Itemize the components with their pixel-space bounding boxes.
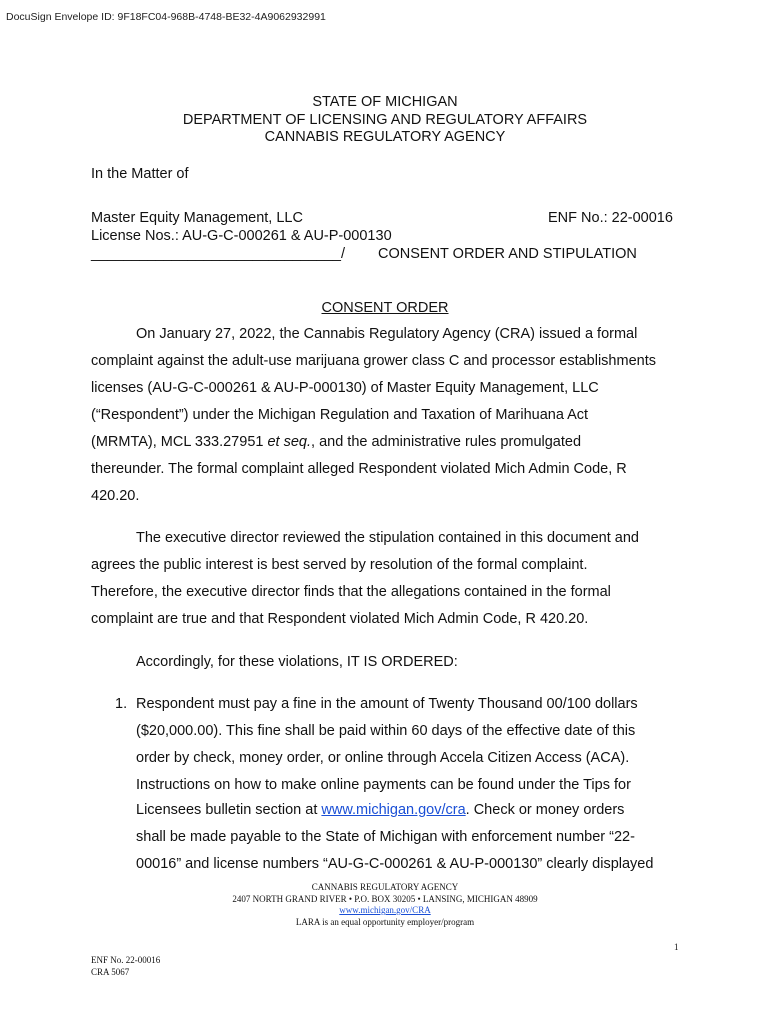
- text-line: complaint are true and that Respondent violated Mich Admin Code, R 420.20.: [91, 611, 589, 627]
- text-line: On January 27, 2022, the Cannabis Regulatory Agency (CRA) issued a formal: [136, 326, 638, 342]
- footer-eeo: LARA is an equal opportunity employer/program: [295, 916, 475, 927]
- form-identifiers: [91, 955, 160, 978]
- text-line: The executive director reviewed the stipulation contained in this document and: [136, 530, 639, 546]
- header-state: STATE OF MICHIGAN: [312, 94, 458, 110]
- text-line: order by check, money order, or online through Accela Citizen Access (ACA).: [136, 750, 630, 766]
- italic-et-seq: et seq.: [267, 434, 312, 450]
- header-department: DEPARTMENT OF LICENSING AND REGULATORY AFFAIRS: [182, 111, 588, 128]
- text-segment: . Check or money orders: [465, 802, 625, 818]
- enf-number: ENF No.: 22-00016: [548, 210, 673, 226]
- text-line: thereunder. The formal complaint alleged Respondent violated Mich Admin Code, R: [91, 461, 627, 477]
- text-line: complaint against the adult-use marijuana grower class C and processor establishments: [91, 353, 656, 369]
- text-line: 420.20.: [91, 488, 140, 504]
- cra-website-link[interactable]: www.michigan.gov/cra: [321, 802, 466, 818]
- header-agency: CANNABIS REGULATORY AGENCY: [264, 129, 506, 145]
- docusign-envelope-id: DocuSign Envelope ID: 9F18FC04-968B-4748-BE32-4A9062932991: [6, 11, 326, 23]
- footer-agency: CANNABIS REGULATORY AGENCY: [311, 882, 459, 892]
- text-line: Instructions on how to make online payments can be found under the Tips for: [136, 777, 631, 793]
- text-line: shall be made payable to the State of Michigan with enforcement number “22-: [136, 829, 635, 845]
- text-line: Respondent must pay a fine in the amount of Twenty Thousand 00/100 dollars: [136, 696, 638, 712]
- text-line: licenses (AU-G-C-000261 & AU-P-000130) of Master Equity Management, LLC: [91, 380, 599, 396]
- text-line: [136, 802, 624, 818]
- document-type: CONSENT ORDER AND STIPULATION: [378, 246, 637, 262]
- respondent-name: Master Equity Management, LLC: [91, 210, 303, 226]
- license-numbers: License Nos.: AU-G-C-000261 & AU-P-000130: [91, 228, 392, 244]
- text-line: Therefore, the executive director finds that the allegations contained in the formal: [91, 584, 611, 600]
- footer-form-number: CRA 5067: [91, 966, 130, 977]
- matter-label: In the Matter of: [91, 166, 189, 182]
- text-segment: (MRMTA), MCL 333.27951: [91, 434, 268, 450]
- footer-website-link[interactable]: www.michigan.gov/CRA: [339, 905, 431, 915]
- text-line: (“Respondent”) under the Michigan Regulation and Taxation of Marihuana Act: [91, 407, 589, 423]
- page-footer: [0, 882, 770, 928]
- text-segment: Licensees bulletin section at: [136, 802, 322, 818]
- agency-header: [0, 94, 770, 147]
- text-line: [91, 434, 581, 450]
- text-line: 00016” and license numbers “AU-G-C-000261 & AU-P-000130” clearly displayed: [136, 856, 654, 872]
- text-segment: , and the administrative rules promulgated: [311, 434, 582, 450]
- text-line: ($20,000.00). This fine shall be paid within 60 days of the effective date of this: [136, 723, 636, 739]
- footer-enf-number: ENF No. 22-00016: [91, 955, 161, 965]
- caption-signature-line: _______________________________/: [91, 246, 346, 262]
- footer-address: 2407 NORTH GRAND RIVER • P.O. BOX 30205 • LANSING, MICHIGAN 48909: [232, 893, 538, 904]
- paragraph-ordered: Accordingly, for these violations, IT IS ORDERED:: [136, 654, 458, 670]
- item-number: 1.: [115, 696, 128, 712]
- page-number: 1: [674, 942, 679, 952]
- section-title: CONSENT ORDER: [321, 300, 449, 316]
- text-line: agrees the public interest is best served by resolution of the formal complaint.: [91, 557, 588, 573]
